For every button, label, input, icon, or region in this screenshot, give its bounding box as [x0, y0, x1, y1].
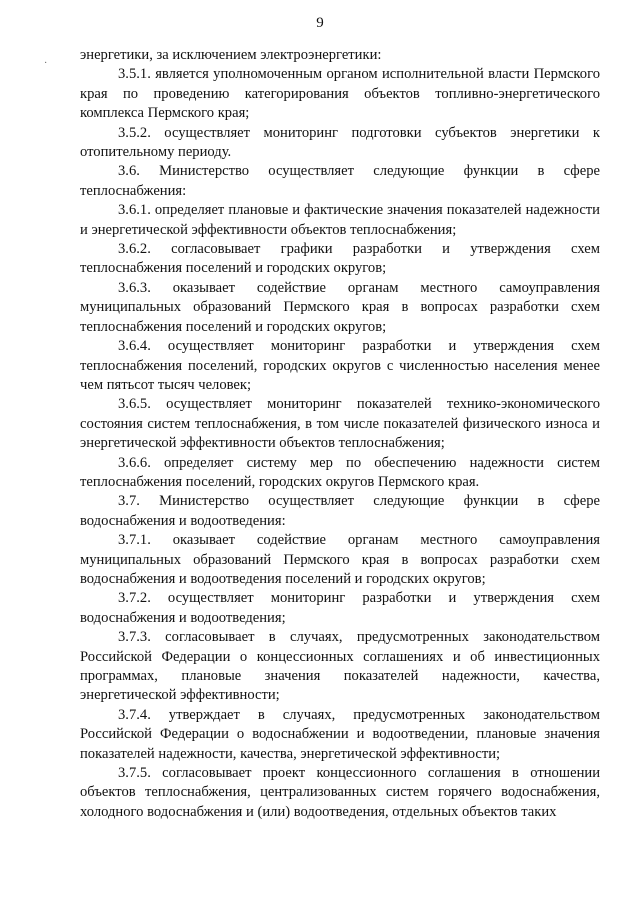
paragraph: 3.6. Министерство осуществляет следующие функции в сфере теплоснабжения: — [80, 163, 600, 199]
paragraph: 3.6.6. определяет систему мер по обеспечению надежности систем теплоснабжения поселений, городских округов Пермского края. — [80, 454, 600, 490]
paragraph: 3.7. Министерство осуществляет следующие функции в сфере водоснабжения и водоотведения: — [80, 493, 600, 529]
paragraph: 3.7.4. утверждает в случаях, предусмотренных законодательством Российской Федерации о водоснабжении и водоотведении, плановые значения показателей надежности, качества, энергетической эффективности; — [80, 706, 600, 762]
paragraph: 3.6.3. оказывает содействие органам местного самоуправления муниципальных образований Пермского края в вопросах разработки схем теплоснабжения поселений и городских округов; — [80, 279, 600, 335]
paragraph: 3.7.3. согласовывает в случаях, предусмотренных законодательством Российской Федерации о концессионных соглашениях и об инвестиционных программах, плановые значения показателей надежности, качества, энергетической эффективности; — [80, 629, 600, 704]
paragraph: 3.7.1. оказывает содействие органам местного самоуправления муниципальных образований Пермского края в вопросах разработки схем водоснабжения и водоотведения поселений и городских округов; — [80, 532, 600, 587]
document-body — [80, 46, 600, 822]
paragraph: 3.6.2. согласовывает графики разработки и утверждения схем теплоснабжения поселений и городских округов; — [80, 241, 600, 277]
paragraph: 3.5.1. является уполномоченным органом исполнительной власти Пермского края по проведению категорирования объектов топливно-энергетического комплекса Пермского края; — [80, 66, 600, 122]
paragraph: 3.7.2. осуществляет мониторинг разработки и утверждения схем водоснабжения и водоотведения; — [80, 590, 600, 626]
paragraph: 3.6.5. осуществляет мониторинг показателей технико-экономического состояния систем теплоснабжения, в том числе показателей физического износа и энергетической эффективности объектов теплоснабжения; — [80, 396, 600, 452]
paragraph: 3.6.1. определяет плановые и фактические значения показателей надежности и энергетической эффективности объектов теплоснабжения; — [80, 202, 600, 238]
paragraph: энергетики, за исключением электроэнергетики: — [80, 47, 382, 63]
margin-dot: · — [44, 58, 48, 69]
paragraph: 3.6.4. осуществляет мониторинг разработки и утверждения схем теплоснабжения поселений, городских округов с численностью населения менее чем пятьсот тысяч человек; — [80, 338, 600, 393]
page-number: 9 — [316, 15, 324, 31]
paragraph: 3.7.5. согласовывает проект концессионного соглашения в отношении объектов теплоснабжения, централизованных систем горячего водоснабжения, холодного водоснабжения и (или) водоотведения, отдельных объектов таких — [80, 765, 600, 820]
paragraph: 3.5.2. осуществляет мониторинг подготовки субъектов энергетики к отопительному периоду. — [80, 124, 600, 161]
